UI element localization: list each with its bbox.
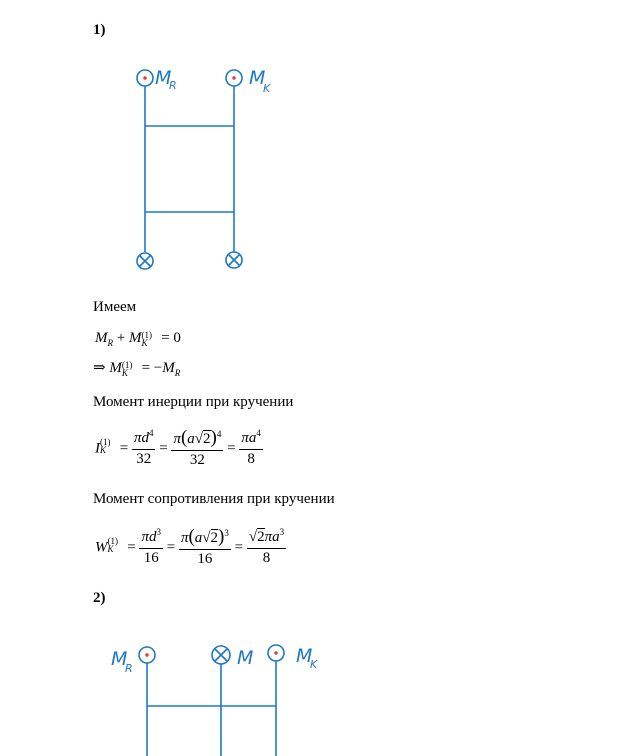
section-2-heading: 2): [93, 590, 106, 606]
equation-resistance: W (1) K = $\frac{\pi d^3}{16}$ = $\frac{\pi(a√2)^3}{16}$ = $\frac{√2\pi a^3}{8}$: [95, 526, 285, 567]
equation-result: ⇒ M (1) K = $-M_R$: [93, 360, 181, 378]
diagram-1-right-label: M: [249, 67, 266, 89]
diagram-1-right-sub: K: [263, 82, 271, 95]
diagram-2-right-label: M: [296, 645, 313, 667]
text-have: Имеем: [93, 299, 137, 315]
diagram-1-left-label: M: [155, 67, 172, 89]
section-1-heading: 1): [93, 22, 106, 38]
text-resistance: Момент сопротивления при кручении: [93, 491, 335, 507]
text-inertia: Момент инерции при кручении: [93, 394, 294, 410]
diagram-2-left-sub: R: [125, 662, 133, 675]
diagram-1-left-sub: R: [169, 79, 177, 92]
equation-inertia: I (1) K = $\frac{\pi d^4}{32}$ = $\frac{\pi(a√2)^4}{32}$ = $\frac{\pi a^4}{8}$: [95, 427, 261, 468]
diagram-2-mid-label: M: [237, 647, 254, 669]
diagram-2-left-label: M: [111, 648, 128, 670]
diagram-2-right-sub: K: [310, 658, 318, 671]
equation-balance: $M_R + M$ (1) K = 0: [95, 330, 181, 348]
